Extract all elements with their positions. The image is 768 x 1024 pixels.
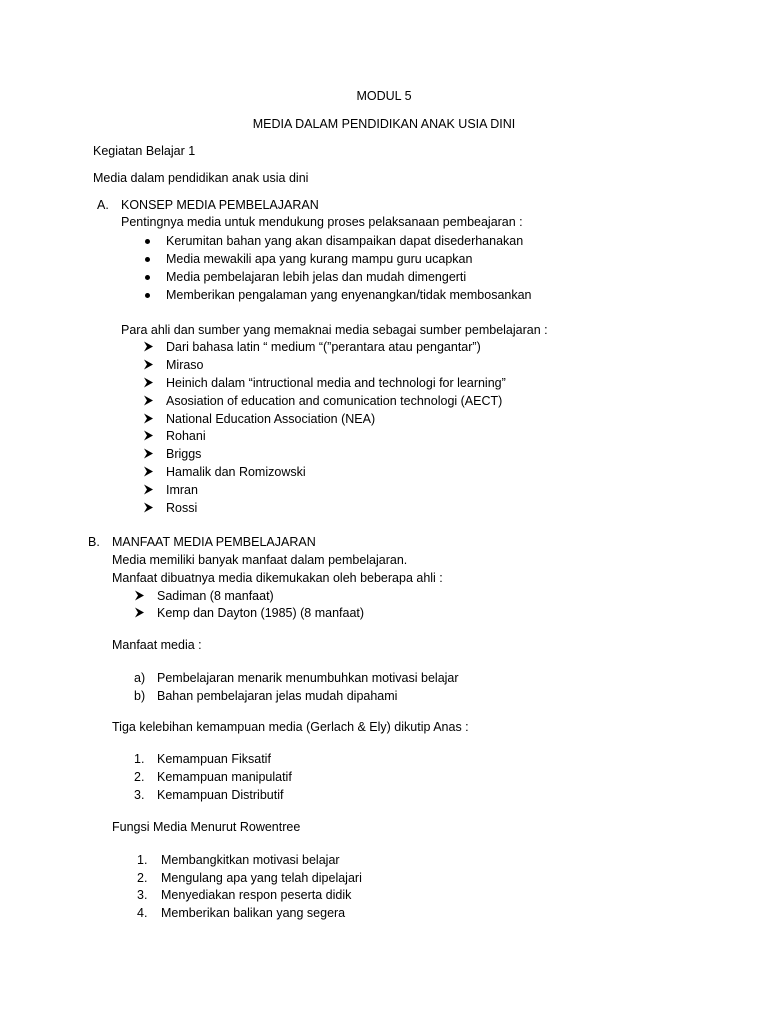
arrow-bullet-icon xyxy=(143,448,154,459)
bullet-icon xyxy=(145,275,150,280)
arrow-bullet-icon xyxy=(143,395,154,406)
list-item-text: Media pembelajaran lebih jelas dan mudah dimengerti xyxy=(166,270,467,284)
list-item-marker: 2. xyxy=(137,871,148,885)
list-item-text: Kemp dan Dayton (1985) (8 manfaat) xyxy=(157,606,365,620)
list-item-marker: 3. xyxy=(137,888,148,902)
list-item-text: Imran xyxy=(166,483,198,497)
list-item-text: Briggs xyxy=(166,447,202,461)
arrow-bullet-icon xyxy=(134,607,145,618)
bullet-icon xyxy=(145,257,150,262)
list-item-text: Pembelajaran menarik menumbuhkan motivasi belajar xyxy=(157,671,459,685)
list-item-marker: 1. xyxy=(137,853,148,867)
list-item-text: Memberikan balikan yang segera xyxy=(161,906,346,920)
arrow-bullet-icon xyxy=(143,430,154,441)
list-item-text: Kerumitan bahan yang akan disampaikan dapat disederhanakan xyxy=(166,234,524,248)
section-a-marker: A. xyxy=(97,198,109,212)
document-title: MEDIA DALAM PENDIDIKAN ANAK USIA DINI xyxy=(252,117,516,131)
list-item-text: Miraso xyxy=(166,358,204,372)
list-item-text: Menyediakan respon peserta didik xyxy=(161,888,352,902)
list-item-text: National Education Association (NEA) xyxy=(166,412,376,426)
section-a-intro: Pentingnya media untuk mendukung proses pelaksanaan pembeajaran : xyxy=(121,215,523,229)
arrow-bullet-icon xyxy=(143,341,154,352)
bullet-icon xyxy=(145,239,150,244)
experts-intro: Para ahli dan sumber yang memaknai media sebagai sumber pembelajaran : xyxy=(121,323,548,337)
rowentree-label: Fungsi Media Menurut Rowentree xyxy=(112,820,301,834)
arrow-bullet-icon xyxy=(143,502,154,513)
list-item-marker: 2. xyxy=(134,770,145,784)
list-item-marker: b) xyxy=(134,689,146,703)
arrow-bullet-icon xyxy=(143,484,154,495)
activity-label: Kegiatan Belajar 1 xyxy=(93,144,196,158)
section-b-marker: B. xyxy=(88,535,100,549)
list-item-text: Kemampuan manipulatif xyxy=(157,770,292,784)
arrow-bullet-icon xyxy=(134,590,145,601)
arrow-bullet-icon xyxy=(143,413,154,424)
section-b-line-1: Media memiliki banyak manfaat dalam pembelajaran. xyxy=(112,553,408,567)
module-label: MODUL 5 xyxy=(356,89,412,103)
arrow-bullet-icon xyxy=(143,359,154,370)
list-item-text: Kemampuan Fiksatif xyxy=(157,752,271,766)
section-a-heading: KONSEP MEDIA PEMBELAJARAN xyxy=(121,198,319,212)
arrow-bullet-icon xyxy=(143,466,154,477)
list-item-text: Membangkitkan motivasi belajar xyxy=(161,853,340,867)
list-item-text: Asosiation of education and comunication technologi (AECT) xyxy=(166,394,503,408)
list-item-text: Dari bahasa latin “ medium “(”perantara atau pengantar”) xyxy=(166,340,481,354)
document-subtitle: Media dalam pendidikan anak usia dini xyxy=(93,171,309,185)
manfaat-label: Manfaat media : xyxy=(112,638,202,652)
list-item-marker: 4. xyxy=(137,906,148,920)
list-item-text: Sadiman (8 manfaat) xyxy=(157,589,274,603)
list-item-text: Mengulang apa yang telah dipelajari xyxy=(161,871,362,885)
section-b-line-2: Manfaat dibuatnya media dikemukakan oleh beberapa ahli : xyxy=(112,571,443,585)
list-item-text: Media mewakili apa yang kurang mampu guru ucapkan xyxy=(166,252,473,266)
list-item-text: Memberikan pengalaman yang enyenangkan/tidak membosankan xyxy=(166,288,532,302)
list-item-text: Hamalik dan Romizowski xyxy=(166,465,306,479)
section-b-heading: MANFAAT MEDIA PEMBELAJARAN xyxy=(112,535,316,549)
list-item-marker: 3. xyxy=(134,788,145,802)
list-item-text: Bahan pembelajaran jelas mudah dipahami xyxy=(157,689,398,703)
list-item-text: Kemampuan Distributif xyxy=(157,788,284,802)
list-item-text: Rossi xyxy=(166,501,198,515)
list-item-marker: a) xyxy=(134,671,146,685)
gerlach-label: Tiga kelebihan kemampuan media (Gerlach & Ely) dikutip Anas : xyxy=(112,720,469,734)
list-item-marker: 1. xyxy=(134,752,145,766)
list-item-text: Heinich dalam “intructional media and technologi for learning” xyxy=(166,376,506,390)
bullet-icon xyxy=(145,293,150,298)
arrow-bullet-icon xyxy=(143,377,154,388)
list-item-text: Rohani xyxy=(166,429,206,443)
